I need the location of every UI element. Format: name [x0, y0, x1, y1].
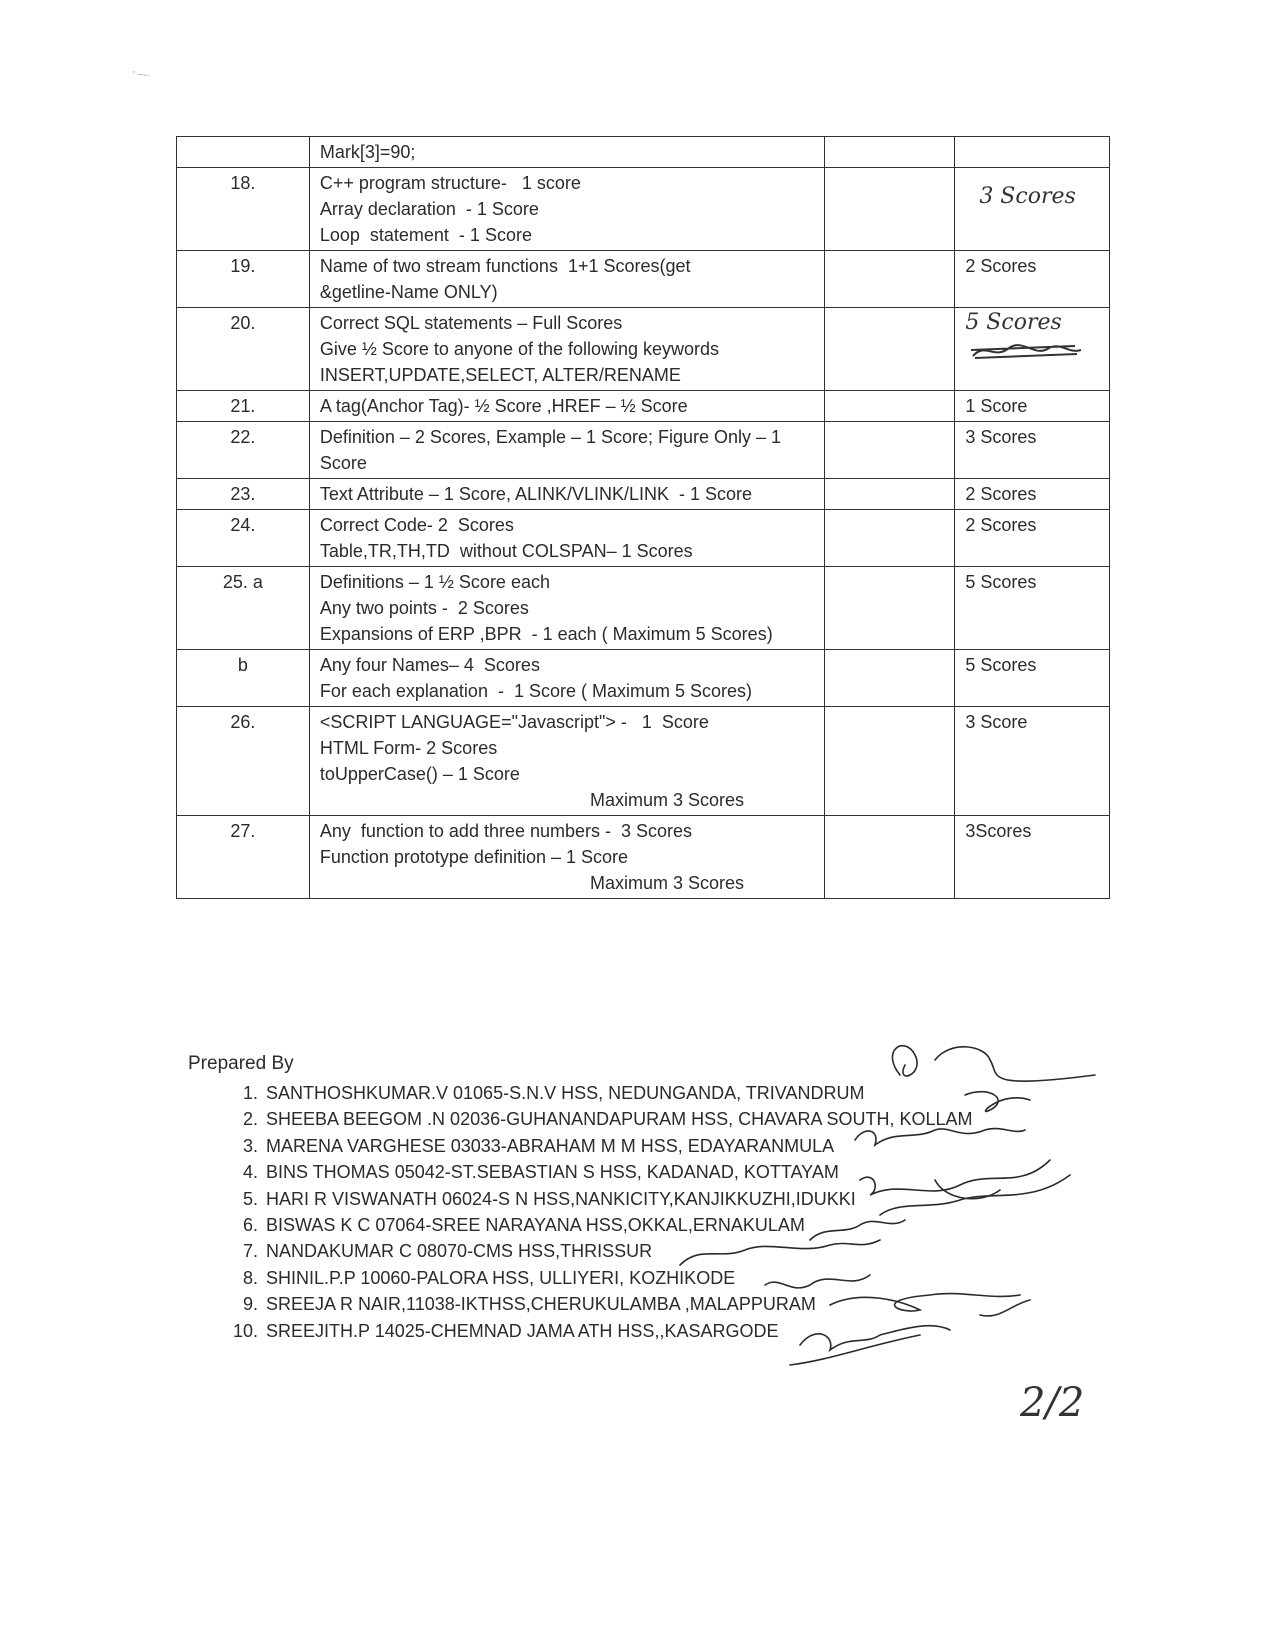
signature-2 — [965, 1092, 1030, 1112]
list-number: 7. — [242, 1241, 258, 1262]
score-cell: 1 Score — [955, 391, 1110, 422]
score-cell: 5 Scores — [955, 567, 1110, 650]
table-row — [177, 707, 1110, 816]
blank-cell — [825, 251, 955, 308]
question-number: 19. — [177, 251, 310, 308]
scoring-table-body — [177, 137, 1110, 899]
blank-cell — [825, 650, 955, 707]
blank-cell — [825, 422, 955, 479]
question-number: 22. — [177, 422, 310, 479]
list-item — [228, 1238, 973, 1264]
criteria-line: Function prototype definition – 1 Score — [319, 847, 629, 867]
list-item — [228, 1159, 973, 1185]
criteria-line: Any two points - 2 Scores — [319, 598, 529, 618]
criteria-line: Mark[3]=90; — [319, 142, 416, 162]
score-cell: 3Scores — [955, 816, 1110, 899]
table-row — [177, 816, 1110, 899]
score-cell: 2 Scores — [955, 510, 1110, 567]
table-row — [177, 251, 1110, 308]
criteria-cell — [309, 479, 824, 510]
criteria-cell — [309, 650, 824, 707]
criteria-line: &getline-Name ONLY) — [319, 282, 498, 302]
table-row — [177, 567, 1110, 650]
criteria-line: Definitions – 1 ½ Score each — [319, 572, 550, 592]
list-number: 5. — [242, 1188, 258, 1209]
list-item — [228, 1106, 973, 1132]
blank-cell — [825, 707, 955, 816]
blank-cell — [825, 816, 955, 899]
criteria-line: Correct Code- 2 Scores — [319, 515, 514, 535]
question-number: 24. — [177, 510, 310, 567]
list-number: 6. — [242, 1215, 258, 1236]
handwritten-score: 3 Scores — [979, 184, 1076, 209]
scan-speck: ' ~-· — [133, 70, 151, 81]
blank-cell — [825, 137, 955, 168]
handwritten-score: 5 Scores — [965, 310, 1062, 335]
list-number: 10. — [232, 1320, 258, 1341]
criteria-line: Any function to add three numbers - 3 Scores — [319, 821, 693, 841]
criteria-cell — [309, 422, 824, 479]
list-number: 8. — [242, 1267, 258, 1288]
table-row — [177, 137, 1110, 168]
question-number: 21. — [177, 391, 310, 422]
criteria-line: HTML Form- 2 Scores — [319, 738, 498, 758]
author-text: SHINIL.P.P 10060-PALORA HSS, ULLIYERI, KOZHIKODE — [266, 1267, 736, 1288]
criteria-cell — [309, 567, 824, 650]
table-row — [177, 168, 1110, 251]
list-item — [228, 1265, 973, 1291]
prepared-by-label: Prepared By — [188, 1053, 294, 1074]
list-number: 4. — [242, 1162, 258, 1183]
maximum-note: Maximum 3 Scores — [589, 873, 745, 893]
author-text: SHEEBA BEEGOM .N 02036-GUHANANDAPURAM HSS, CHAVARA SOUTH, KOLLAM — [266, 1109, 973, 1130]
list-item — [228, 1186, 973, 1212]
criteria-line: Give ½ Score to anyone of the following keywords — [319, 339, 720, 359]
criteria-line: INSERT,UPDATE,SELECT, ALTER/RENAME — [319, 365, 681, 385]
criteria-cell — [309, 308, 824, 391]
list-number: 3. — [242, 1135, 258, 1156]
criteria-cell — [309, 816, 824, 899]
question-number: 27. — [177, 816, 310, 899]
criteria-cell — [309, 137, 824, 168]
blank-cell — [825, 510, 955, 567]
page-number-mark: 2/2 — [1020, 1380, 1085, 1426]
question-number: 23. — [177, 479, 310, 510]
criteria-line: Correct SQL statements – Full Scores — [319, 313, 623, 333]
criteria-cell — [309, 391, 824, 422]
question-number: 25. a — [177, 567, 310, 650]
signature-1 — [892, 1046, 1095, 1081]
blank-cell — [825, 308, 955, 391]
score-cell — [955, 308, 1110, 391]
criteria-cell — [309, 251, 824, 308]
score-cell: 5 Scores — [955, 650, 1110, 707]
criteria-line: <SCRIPT LANGUAGE="Javascript"> - 1 Score — [319, 712, 709, 732]
criteria-line: Loop statement - 1 Score — [319, 225, 532, 245]
author-text: MARENA VARGHESE 03033-ABRAHAM M M HSS, EDAYARANMULA — [266, 1135, 835, 1156]
table-row — [177, 510, 1110, 567]
criteria-cell — [309, 707, 824, 816]
question-number — [177, 137, 310, 168]
author-text: HARI R VISWANATH 06024-S N HSS,NANKICITY,KANJIKKUZHI,IDUKKI — [266, 1188, 856, 1209]
criteria-line: For each explanation - 1 Score ( Maximum 5 Scores) — [319, 681, 753, 701]
author-list — [228, 1080, 973, 1344]
criteria-line: Score — [319, 453, 367, 473]
table-row — [177, 308, 1110, 391]
criteria-cell — [309, 510, 824, 567]
list-number: 9. — [242, 1294, 258, 1315]
criteria-line: Expansions of ERP ,BPR - 1 each ( Maximum 5 Scores) — [319, 624, 773, 644]
criteria-line: toUpperCase() – 1 Score — [319, 764, 520, 784]
score-cell: 3 Score — [955, 707, 1110, 816]
criteria-line: A tag(Anchor Tag)- ½ Score ,HREF – ½ Score — [319, 396, 688, 416]
blank-cell — [825, 391, 955, 422]
scoring-table — [176, 136, 1110, 899]
criteria-line: Name of two stream functions 1+1 Scores(get — [319, 256, 691, 276]
criteria-line: C++ program structure- 1 score — [319, 173, 581, 193]
list-item — [228, 1133, 973, 1159]
list-item — [228, 1080, 973, 1106]
criteria-line: Any four Names– 4 Scores — [319, 655, 540, 675]
score-cell — [955, 137, 1110, 168]
blank-cell — [825, 479, 955, 510]
score-cell: 3 Scores — [955, 422, 1110, 479]
list-item — [228, 1318, 973, 1344]
list-item — [228, 1291, 973, 1317]
struck-out-scribble — [965, 338, 1085, 364]
author-text: BISWAS K C 07064-SREE NARAYANA HSS,OKKAL,ERNAKULAM — [266, 1215, 805, 1236]
score-cell: 2 Scores — [955, 251, 1110, 308]
blank-cell — [825, 567, 955, 650]
list-number: 1. — [242, 1083, 258, 1103]
author-text: SREEJA R NAIR,11038-IKTHSS,CHERUKULAMBA ,MALAPPURAM — [266, 1294, 816, 1315]
question-number: 18. — [177, 168, 310, 251]
table-row — [177, 391, 1110, 422]
list-number: 2. — [242, 1109, 258, 1130]
score-cell: 2 Scores — [955, 479, 1110, 510]
list-item — [228, 1212, 973, 1238]
criteria-line: Text Attribute – 1 Score, ALINK/VLINK/LINK - 1 Score — [319, 484, 753, 504]
criteria-cell — [309, 168, 824, 251]
criteria-line: Array declaration - 1 Score — [319, 199, 539, 219]
blank-cell — [825, 168, 955, 251]
question-number: b — [177, 650, 310, 707]
author-text: SREEJITH.P 14025-CHEMNAD JAMA ATH HSS,,KASARGODE — [266, 1320, 779, 1341]
question-number: 26. — [177, 707, 310, 816]
criteria-line: Table,TR,TH,TD without COLSPAN– 1 Scores — [319, 541, 693, 561]
author-text: BINS THOMAS 05042-ST.SEBASTIAN S HSS, KADANAD, KOTTAYAM — [266, 1162, 839, 1183]
criteria-line: Definition – 2 Scores, Example – 1 Score; Figure Only – 1 — [319, 427, 782, 447]
table-row — [177, 422, 1110, 479]
table-row — [177, 650, 1110, 707]
score-cell — [955, 168, 1110, 251]
maximum-note: Maximum 3 Scores — [589, 790, 745, 810]
question-number: 20. — [177, 308, 310, 391]
author-text: NANDAKUMAR C 08070-CMS HSS,THRISSUR — [266, 1241, 653, 1262]
table-row — [177, 479, 1110, 510]
author-text: SANTHOSHKUMAR.V 01065-S.N.V HSS, NEDUNGANDA, TRIVANDRUM — [266, 1083, 865, 1103]
